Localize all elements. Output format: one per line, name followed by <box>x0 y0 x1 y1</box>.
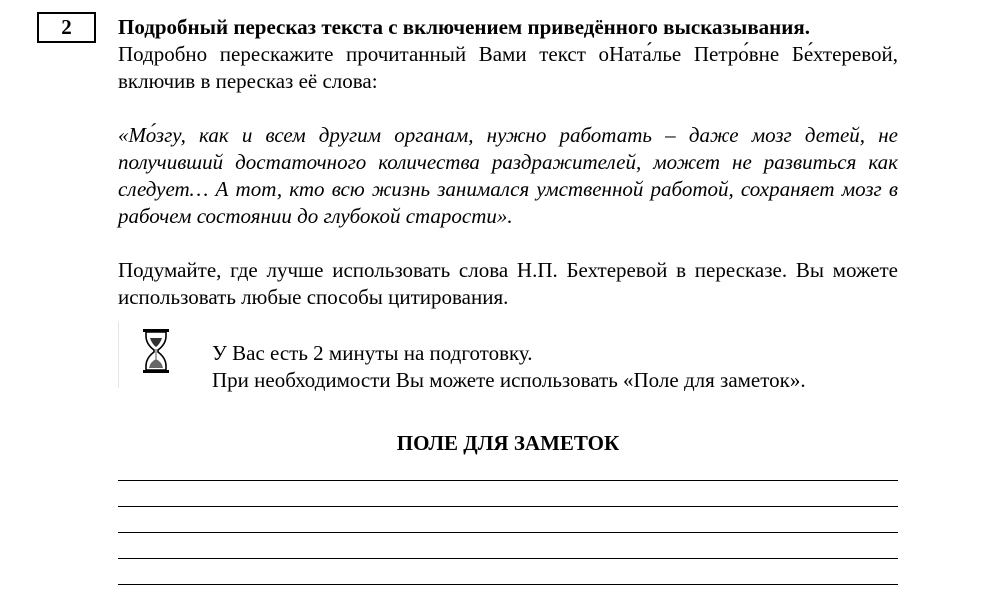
task-number-box <box>37 12 96 43</box>
note-line[interactable] <box>118 558 898 559</box>
timer-line-2: При необходимости Вы можете использовать «Поле для заметок». <box>212 368 806 392</box>
note-line[interactable] <box>118 506 898 507</box>
task-instruction: Подробно перескажите прочитанный Вами текст оНата́лье Петро́вне Бе́хтеревой, включив в пересказ её слова: <box>118 42 898 93</box>
notes-field[interactable] <box>118 480 898 610</box>
timer-text <box>212 340 806 394</box>
hourglass-icon <box>118 322 190 388</box>
task-content <box>118 14 898 311</box>
note-line[interactable] <box>118 480 898 481</box>
note-line[interactable] <box>118 584 898 585</box>
task-heading: Подробный пересказ текста с включением приведённого высказывания. <box>118 15 810 39</box>
citation-note: Подумайте, где лучше использовать слова Н.П. Бехтеревой в пересказе. Вы можете использовать любые способы цитирования. <box>118 258 898 309</box>
task-number: 2 <box>61 15 72 39</box>
notes-field-title: ПОЛЕ ДЛЯ ЗАМЕТОК <box>396 431 620 455</box>
note-line[interactable] <box>118 532 898 533</box>
quote-text: «Мо́згу, как и всем другим органам, нужно работать – даже мозг детей, не получивший достаточного количества раздражителей, может не развиться как следует… А тот, кто всю жизнь занимался умственной работой, сохраняет мозг в рабочем состоянии до глубокой старости». <box>118 123 898 228</box>
timer-line-1: У Вас есть 2 минуты на подготовку. <box>212 341 533 365</box>
timer-section <box>118 322 898 392</box>
